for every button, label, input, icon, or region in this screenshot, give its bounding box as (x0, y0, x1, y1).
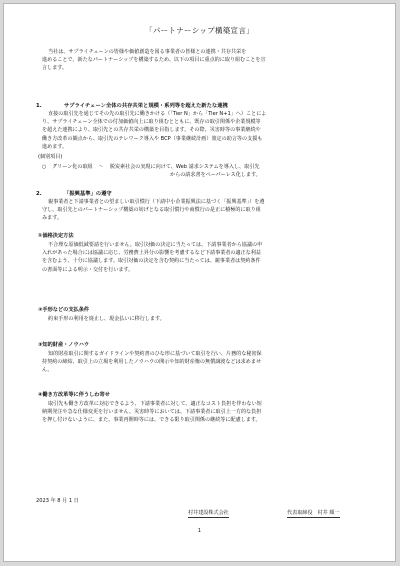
item-4-heading: ④働き方改革等に伴うしわ寄せ (38, 392, 110, 398)
tilde-separator: ～ (98, 164, 104, 170)
item-1-heading: ①価格決定方法 (38, 233, 74, 239)
item-4-line: 納期発注や急な仕様変更を行いません。災害時等においては、下請事業者に取引上一方的な負担 (42, 409, 262, 416)
item-4-body (42, 400, 262, 425)
representative-name: 代表取締役 村井 順一 (287, 510, 340, 516)
company-name: 村井建設株式会社 (188, 510, 229, 516)
example-line: からの請求書をペーパーレス化します。 (170, 172, 261, 179)
circle-bullet-icon: ○ (42, 164, 47, 170)
section-2-number: 2. (36, 191, 42, 197)
section-2-body (42, 198, 264, 223)
section-1-line: を超えた連携により、取引先との共存共栄の構築を目指します。その際、災害時等の事業継続や (42, 127, 261, 134)
item-1-line: 入れがあった場合には協議に応じ、労務費上昇分の影響を考慮するなど下請事業者の適正な利益 (42, 250, 261, 257)
declaration-date: 2023 年 8 月 1 日 (36, 498, 79, 504)
item-3-heading: ③知的財産・ノウハウ (38, 342, 90, 348)
item-1-body (42, 241, 262, 274)
item-4-line: を押し付けないように、また、事業再開時等には、できる限り取引関係の継続等に配慮します。 (42, 417, 261, 424)
item-3-line: ん。 (42, 367, 53, 374)
document-page (3, 3, 396, 562)
example-item (42, 163, 261, 179)
example-line: 脱炭素社会の実現に向けて、Web 請求システムを導入し、取引先 (109, 164, 260, 170)
section-1-line: 直接の取引先を通じてその先の取引先に働きかける（「Tier N」から「Tier N+1」へ）ことによ (48, 111, 267, 117)
item-1-line: の書面等による明示・交付を行います。 (42, 266, 134, 273)
item-2-line: 約束手形の利用を廃止し、現金払いに移行します。 (48, 316, 165, 322)
item-3-line: 持契約の締結、取引上の立場を利用したノウハウの開示や知的財産権の無償譲渡などは求めませ (42, 359, 262, 366)
section-1-title: サプライチェーン全体の共存共栄と規模・系列等を超えた新たな連携 (64, 103, 228, 109)
page-number: 1 (197, 528, 202, 534)
section-2-line: 守し、取引先とのパートナーシップ構築の妨げとなる取引慣行や商慣行の是正に積極的に取り組 (42, 207, 261, 214)
item-3-body (42, 350, 262, 375)
section-2-line: みます。 (42, 215, 62, 222)
intro-line: 進めることで、新たなパートナーシップを構築するため、以下の項目に重点的に取り組むことを宣 (42, 57, 266, 64)
item-1-line: を含むよう、十分に協議します。取引対価の決定を含む契約に当たっては、親事業者は契約条件 (42, 258, 261, 265)
section-1-heading (36, 101, 228, 109)
section-1-line: 働き方改革の観点から、取引先のテレワーク導入や BCP（事業継続計画）策定の助言等の支援も (42, 135, 263, 142)
section-1-body (42, 110, 266, 151)
item-2-body (42, 315, 165, 323)
section-2-line: 親事業者と下請事業者との望ましい取引慣行（下請中小企業振興法に基づく「振興基準」）を遵 (48, 199, 265, 205)
item-2-heading: ②手形などの支払条件 (38, 307, 90, 313)
item-4-line: 取引先も働き方改革に対応できるよう、下請事業者に対して、適正なコスト負担を伴わない短 (48, 401, 262, 407)
section-2-title: 「振興基準」の遵守 (64, 191, 112, 197)
intro-line: 当社は、サプライチェーンの皆様や価値創造を図る事業者の皆様との連携・共存共栄を (48, 49, 247, 55)
example-label: (個別項目) (38, 154, 63, 160)
section-2-heading (36, 189, 112, 197)
example-topic: グリーン化の取組 (52, 164, 93, 170)
item-3-line: 知的財産取引に関するガイドラインや契約書のひな形に基づいて取引を行い、片務的な秘密保 (48, 351, 262, 357)
item-1-line: 不合理な原価低減要請を行いません。取引対価の決定に当たっては、下請事業者から協議の申 (48, 242, 263, 248)
declaration-title: 「パートナーシップ構築宣言」 (145, 26, 254, 35)
section-1-number: 1. (36, 103, 42, 109)
section-1-line: り、サプライチェーン全体での付加価値向上に取り組むとともに、既存の取引関係や企業規模等 (42, 119, 261, 126)
section-1-line: 進めます。 (42, 143, 68, 150)
intro-line: 言します。 (42, 65, 68, 72)
intro-paragraph (42, 48, 266, 73)
